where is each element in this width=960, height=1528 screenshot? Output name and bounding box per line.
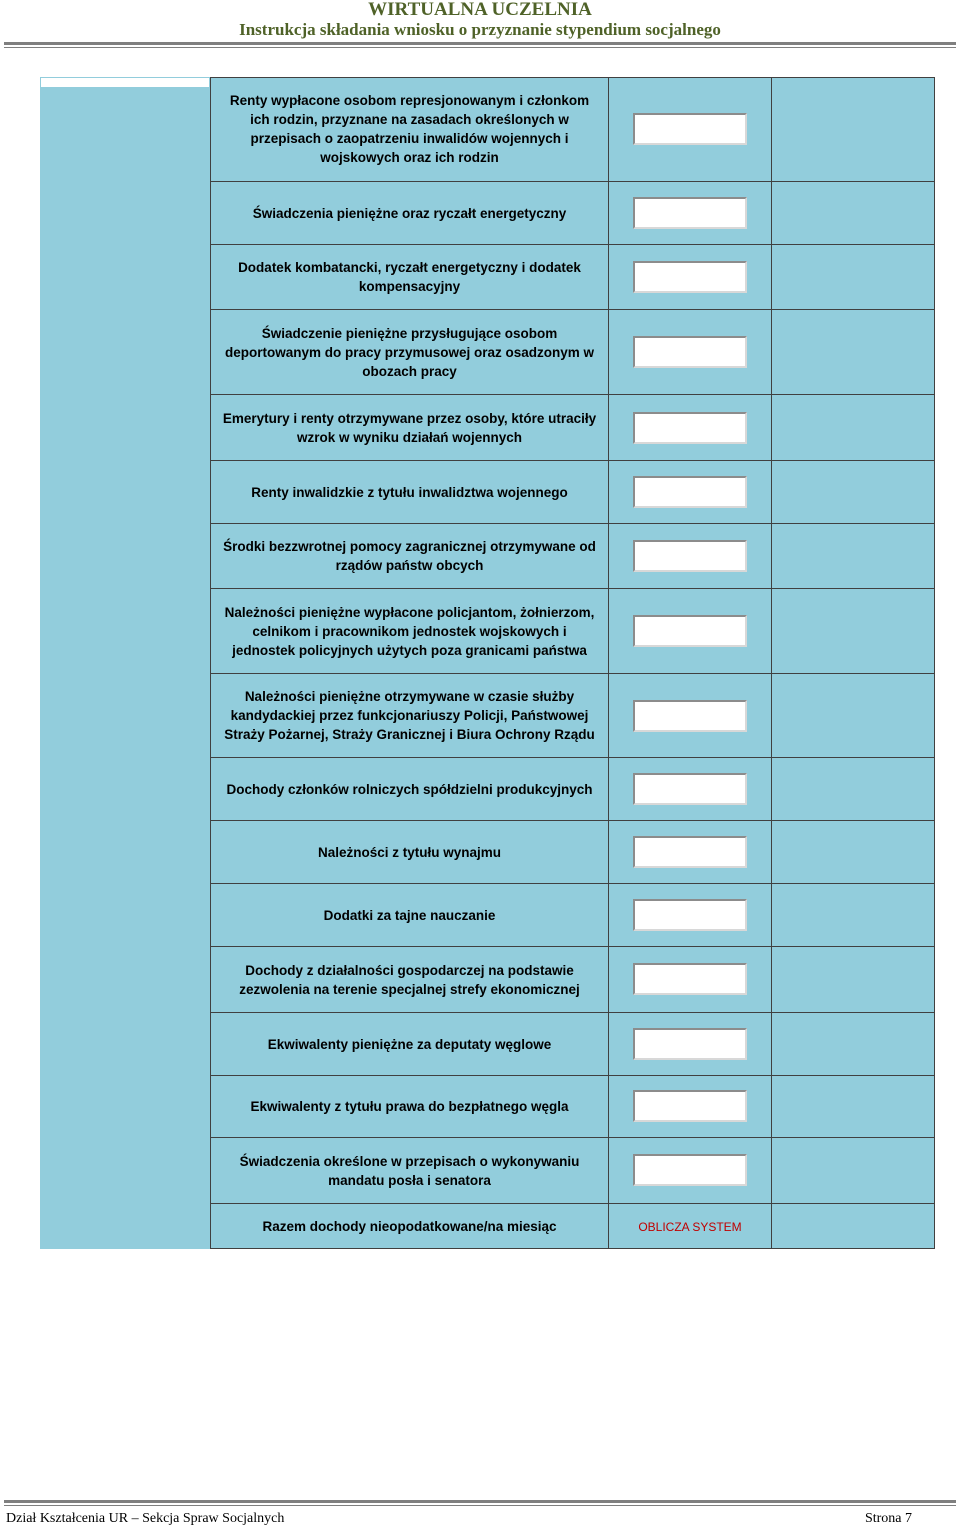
spare-cell: [772, 524, 935, 588]
income-label: Świadczenia określone w przepisach o wykonywaniu mandatu posła i senatora: [211, 1138, 609, 1203]
income-label: Renty wypłacone osobom represjonowanym i członkom ich rodzin, przyznane na zasadach określonych w przepisach o zaopatrzeniu inwalidów wojennych i wojskowych oraz ich rodzin: [211, 77, 609, 181]
income-row: [211, 77, 935, 182]
income-label: Należności pieniężne wypłacone policjantom, żołnierzom, celnikom i pracownikom jednostek wojskowych i jednostek policyjnych użytych poza granicami państwa: [211, 589, 609, 673]
income-row: [211, 589, 935, 674]
income-row: [211, 245, 935, 310]
income-amount-input[interactable]: [633, 412, 747, 444]
spare-cell: [772, 461, 935, 523]
spare-cell: [772, 1138, 935, 1203]
income-label: Dochody z działalności gospodarczej na podstawie zezwolenia na terenie specjalnej strefy ekonomicznej: [211, 947, 609, 1012]
income-value-cell: [609, 758, 772, 820]
spare-cell: [772, 947, 935, 1012]
income-value-cell: [609, 821, 772, 883]
income-row: [211, 1076, 935, 1138]
spare-cell: [772, 77, 935, 181]
income-row: [211, 1138, 935, 1204]
income-value-cell: [609, 77, 772, 181]
income-value-cell: [609, 1013, 772, 1075]
income-label: Świadczenia pieniężne oraz ryczałt energetyczny: [211, 182, 609, 244]
income-value-cell: [609, 395, 772, 460]
income-amount-input[interactable]: [633, 113, 747, 145]
income-amount-input[interactable]: [633, 1090, 747, 1122]
spare-cell: [772, 1076, 935, 1137]
income-value-cell: [609, 589, 772, 673]
income-label: Należności z tytułu wynajmu: [211, 821, 609, 883]
footer-department: Dział Kształcenia UR – Sekcja Spraw Socjalnych: [6, 1511, 285, 1526]
income-amount-input[interactable]: [633, 336, 747, 368]
income-row: [211, 758, 935, 821]
income-label: Dodatki za tajne nauczanie: [211, 884, 609, 946]
income-row: [211, 310, 935, 395]
income-row: [211, 524, 935, 589]
income-label: Świadczenie pieniężne przysługujące osobom deportowanym do pracy przymusowej oraz osadzonym w obozach pracy: [211, 310, 609, 394]
spare-cell: [772, 182, 935, 244]
income-value-cell: [609, 524, 772, 588]
document-header-subtitle: Instrukcja składania wniosku o przyznanie stypendium socjalnego: [239, 20, 721, 39]
income-value-cell: [609, 947, 772, 1012]
footer-rule-thin: [4, 1505, 956, 1506]
income-label: Dodatek kombatancki, ryczałt energetyczny i dodatek kompensacyjny: [211, 245, 609, 309]
income-row: [211, 182, 935, 245]
income-amount-input[interactable]: [633, 1028, 747, 1060]
income-label: Renty inwalidzkie z tytułu inwalidztwa wojennego: [211, 461, 609, 523]
total-label: Razem dochody nieopodatkowane/na miesiąc: [211, 1204, 609, 1249]
income-row: [211, 821, 935, 884]
spare-cell: [772, 310, 935, 394]
income-value-cell: [609, 461, 772, 523]
income-amount-input[interactable]: [633, 836, 747, 868]
income-label: Ekwiwalenty pieniężne za deputaty węglowe: [211, 1013, 609, 1075]
income-value-cell: [609, 674, 772, 757]
income-label: Środki bezzwrotnej pomocy zagranicznej otrzymywane od rządów państw obcych: [211, 524, 609, 588]
income-amount-input[interactable]: [633, 615, 747, 647]
income-row: [211, 395, 935, 461]
income-amount-input[interactable]: [633, 197, 747, 229]
income-amount-input[interactable]: [633, 963, 747, 995]
spare-cell: [772, 674, 935, 757]
income-label: Dochody członków rolniczych spółdzielni produkcyjnych: [211, 758, 609, 820]
header-rule-thin: [4, 47, 956, 48]
spare-cell: [772, 245, 935, 309]
spare-cell: [772, 589, 935, 673]
income-value-cell: [609, 884, 772, 946]
spare-cell: [772, 884, 935, 946]
income-amount-input[interactable]: [633, 540, 747, 572]
income-row: [211, 674, 935, 758]
spare-cell: [772, 1013, 935, 1075]
income-row: [211, 1013, 935, 1076]
income-amount-input[interactable]: [633, 1154, 747, 1186]
header-rule: [4, 42, 956, 45]
income-label: Ekwiwalenty z tytułu prawa do bezpłatnego węgla: [211, 1076, 609, 1137]
income-value-cell: [609, 310, 772, 394]
income-row: [211, 461, 935, 524]
income-amount-input[interactable]: [633, 700, 747, 732]
income-value-cell: [609, 245, 772, 309]
income-value-cell: [609, 182, 772, 244]
income-value-cell: [609, 1076, 772, 1137]
footer-rule: [4, 1500, 956, 1503]
income-row: [211, 947, 935, 1013]
spare-cell: [772, 395, 935, 460]
income-value-cell: [609, 1138, 772, 1203]
system-calculated-text: OBLICZA SYSTEM: [638, 1219, 742, 1234]
income-amount-input[interactable]: [633, 899, 747, 931]
footer-page-number: Strona 7: [864, 1511, 912, 1526]
spare-cell: [772, 1204, 935, 1249]
income-label: Należności pieniężne otrzymywane w czasie służby kandydackiej przez funkcjonariuszy Policji, Państwowej Straży Pożarnej, Straży Granicznej i Biura Ochrony Rządu: [211, 674, 609, 757]
income-table-left-column: [40, 77, 211, 1249]
income-amount-input[interactable]: [633, 476, 747, 508]
spare-cell: [772, 758, 935, 820]
total-value-cell: [609, 1204, 772, 1249]
income-amount-input[interactable]: [633, 261, 747, 293]
total-row: [211, 1204, 935, 1249]
income-row: [211, 884, 935, 947]
document-header-title: WIRTUALNA UCZELNIA: [368, 0, 592, 20]
income-amount-input[interactable]: [633, 773, 747, 805]
spare-cell: [772, 821, 935, 883]
income-label: Emerytury i renty otrzymywane przez osoby, które utraciły wzrok w wyniku działań wojennych: [211, 395, 609, 460]
